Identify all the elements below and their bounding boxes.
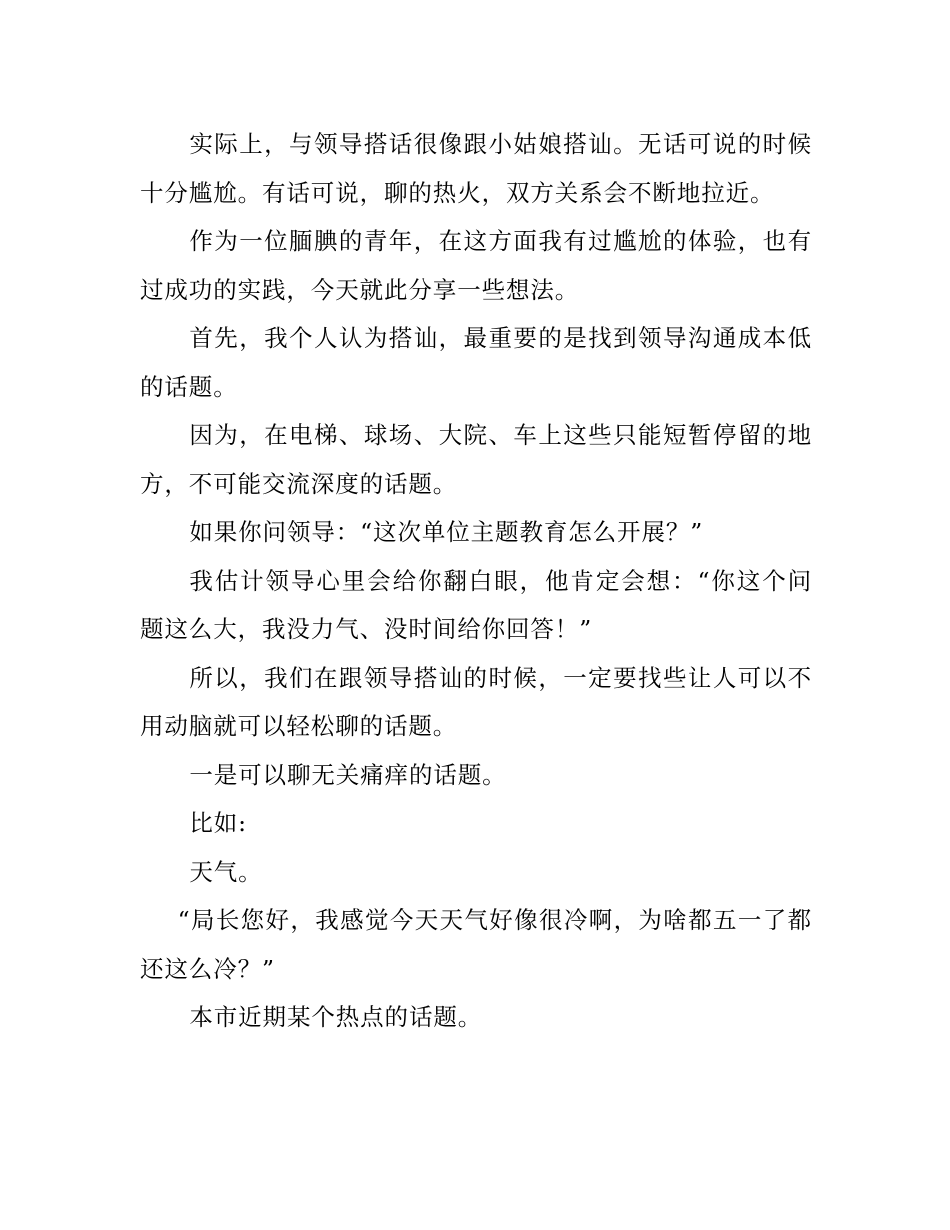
paragraph: 我估计领导心里会给你翻白眼，他肯定会想：“你这个问题这么大，我没力气、没时间给你回答！” xyxy=(140,566,812,643)
paragraph: 实际上，与领导搭话很像跟小姑娘搭讪。无话可说的时候十分尴尬。有话可说，聊的热火，双方关系会不断地拉近。 xyxy=(140,130,812,207)
paragraph: 天气。 xyxy=(189,857,263,886)
paragraph: 本市近期某个热点的话题。 xyxy=(189,1003,483,1031)
paragraph: 如果你问领导：“这次单位主题教育怎么开展？” xyxy=(189,518,704,546)
paragraph: 比如: xyxy=(189,809,247,837)
document-page xyxy=(140,120,812,1042)
paragraph: 作为一位腼腆的青年，在这方面我有过尴尬的体验，也有过成功的实践，今天就此分享一些想法。 xyxy=(140,227,812,304)
paragraph: “局长您好，我感觉今天天气好像很冷啊，为啥都五一了都还这么冷？” xyxy=(140,906,812,983)
paragraph: 因为，在电梯、球场、大院、车上这些只能短暂停留的地方，不可能交流深度的话题。 xyxy=(140,421,812,498)
paragraph: 首先，我个人认为搭讪，最重要的是找到领导沟通成本低的话题。 xyxy=(140,324,812,401)
paragraph: 一是可以聊无关痛痒的话题。 xyxy=(189,760,507,789)
paragraph: 所以，我们在跟领导搭讪的时候，一定要找些让人可以不用动脑就可以轻松聊的话题。 xyxy=(140,663,812,740)
